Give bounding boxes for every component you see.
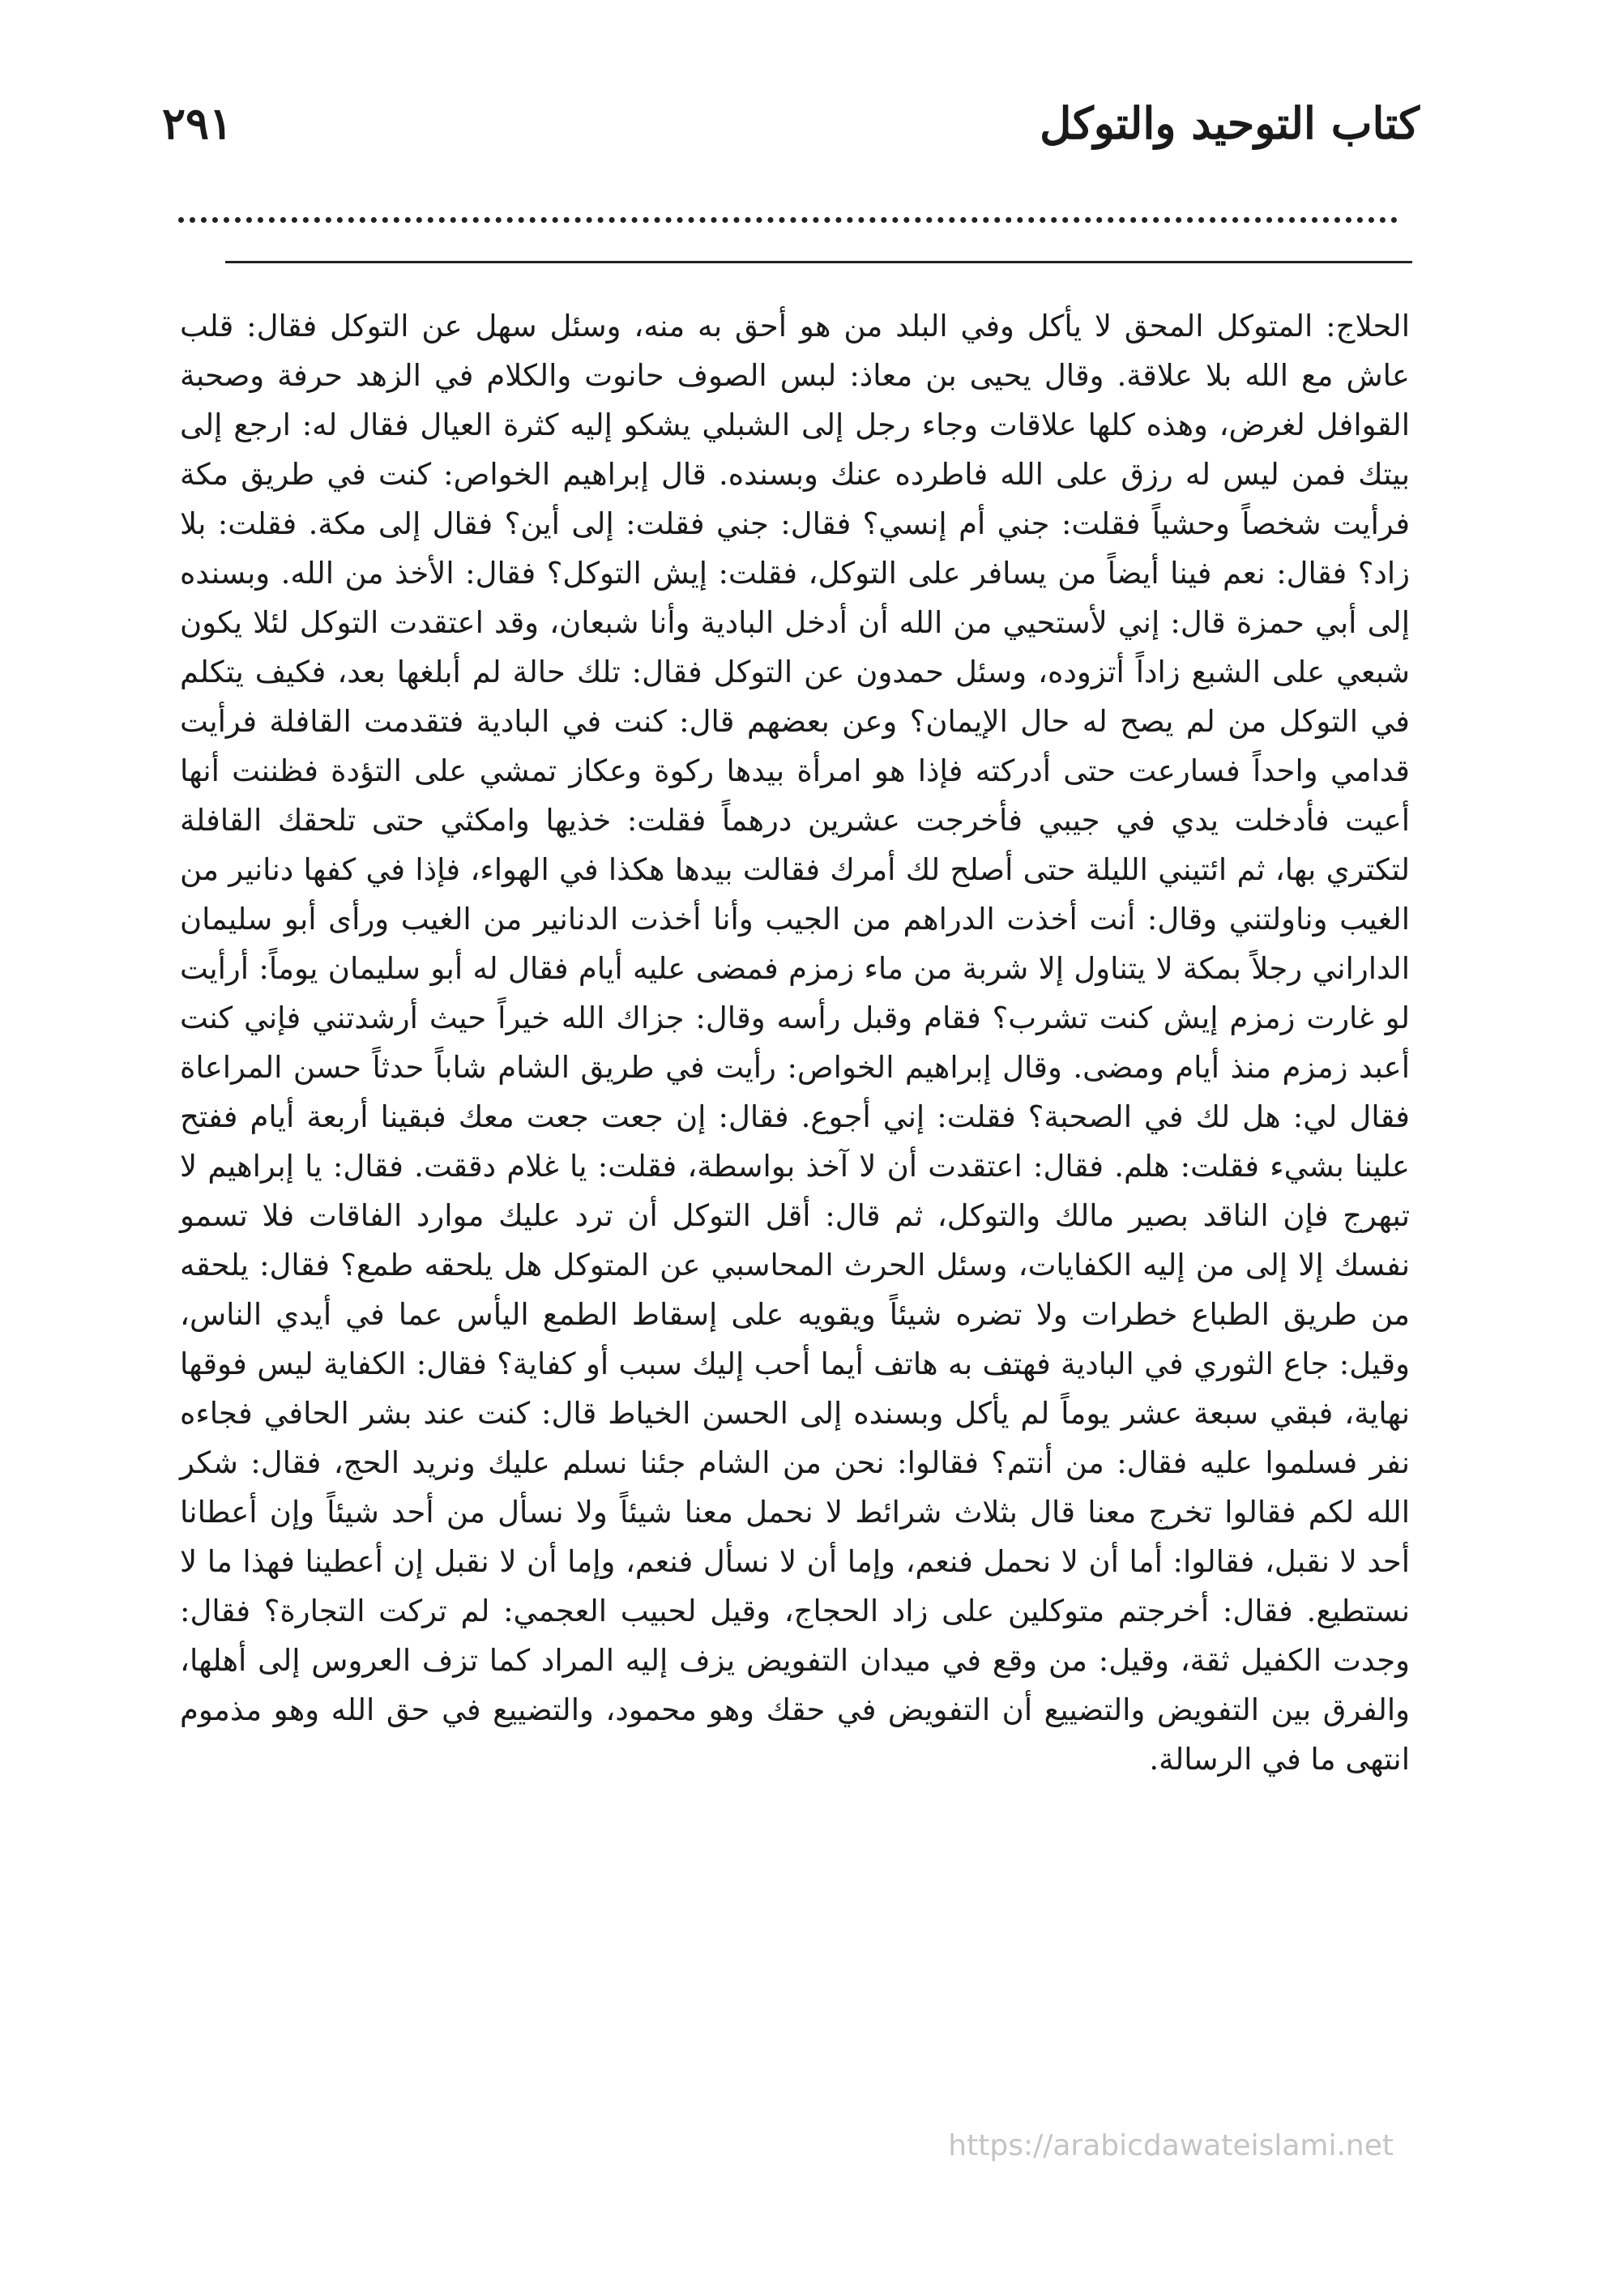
dotted-divider — [178, 217, 1398, 223]
body-paragraph: الحلاج: المتوكل المحق لا يأكل وفي البلد من هو أحق به منه، وسئل سهل عن التوكل فقال: قلب عاش مع الله بلا علاقة. وقال يحيى بن معاذ: لبس الصوف حانوت والكلام في الزهد حرفة وصحبة القوافل لغرض، وهذه كلها علاقات وجاء رجل إلى الشبلي يشكو إليه كثرة العيال فقال له: ارجع إلى بيتك فمن ليس له رزق على الله فاطرده عنك وبسنده. قال إبراهيم الخواص: كنت في طريق مكة فرأيت شخصاً وحشياً فقلت: جني أم إنسي؟ فقال: جني فقلت: إلى أين؟ فقال إلى مكة. فقلت: بلا زاد؟ فقال: نعم فينا أيضاً من يسافر على التوكل، فقلت: إيش التوكل؟ فقال: الأخذ من الله. وبسنده إلى أبي حمزة قال: إني لأستحيي من الله أن أدخل البادية وأنا شبعان، وقد اعتقدت التوكل لئلا يكون شبعي على الشبع زاداً أتزوده، وسئل حمدون عن التوكل فقال: تلك حالة لم أبلغها بعد، فكيف يتكلم في التوكل من لم يصح له حال الإيمان؟ وعن بعضهم قال: كنت في البادية فتقدمت القافلة فرأيت قدامي واحداً فسارعت حتى أدركته فإذا هو امرأة بيدها ركوة وعكاز تمشي على التؤدة فظننت أنها أعيت فأدخلت يدي في جيبي فأخرجت عشرين درهماً فقلت: خذيها وامكثي حتى تلحقك القافلة لتكتري بها، ثم ائتيني الليلة حتى أصلح لك أمرك فقالت بيدها هكذا في الهواء، فإذا في كفها دنانير من الغيب وناولتني وقال: أنت أخذت الدراهم من الجيب وأنا أخذت الدنانير من الغيب ورأى أبو سليمان الداراني رجلاً بمكة لا يتناول إلا شربة من ماء زمزم فمضى عليه أيام فقال له أبو سليمان يوماً: أرأيت لو غارت زمزم إيش كنت تشرب؟ فقام وقبل رأسه وقال: جزاك الله خيراً حيث أرشدتني فإني كنت أعبد زمزم منذ أيام ومضى. وقال إبراهيم الخواص: رأيت في طريق الشام شاباً حدثاً حسن المراعاة فقال لي: هل لك في الصحبة؟ فقلت: إني أجوع. فقال: إن جعت جعت معك فبقينا أربعة أيام ففتح علينا بشيء فقلت: هلم. فقال: اعتقدت أن لا آخذ بواسطة، فقلت: يا غلام دققت. فقال: يا إبراهيم لا تبهرج فإن الناقد بصير مالك والتوكل، ثم قال: أقل التوكل أن ترد عليك موارد الفاقات فلا تسمو نفسك إلا إلى من إليه الكفايات، وسئل الحرث المحاسبي عن المتوكل هل يلحقه طمع؟ فقال: يلحقه من طريق الطباع خطرات ولا تضره شيئاً ويقويه على إسقاط الطمع اليأس عما في أيدي الناس، وقيل: جاع الثوري في البادية فهتف به هاتف أيما أحب إليك سبب أو كفاية؟ فقال: الكفاية ليس فوقها نهاية، فبقي سبعة عشر يوماً لم يأكل وبسنده إلى الحسن الخياط قال: كنت عند بشر الحافي فجاءه نفر فسلموا عليه فقال: من أنتم؟ فقالوا: نحن من الشام جئنا نسلم عليك ونريد الحج، فقال: شكر الله لكم فقالوا تخرج معنا قال بثلاث شرائط لا نحمل معنا شيئاً ولا نسأل من أحد شيئاً وإن أعطانا أحد لا نقبل، فقالوا: أما أن لا نحمل فنعم، وإما أن لا نسأل فنعم، وإما أن لا نقبل إن أعطينا فهذا ما لا نستطيع. فقال: أخرجتم متوكلين على زاد الحجاج، وقيل لحبيب العجمي: لم تركت التجارة؟ فقال: وجدت الكفيل ثقة، وقيل: من وقع في ميدان التفويض يزف إليه المراد كما تزف العروس إلى أهلها، والفرق بين التفويض والتضييع أن التفويض في حقك وهو محمود، والتضييع في حق الله وهو مذموم انتهى ما في الرسالة. — [180, 309, 1411, 1777]
solid-divider — [225, 261, 1412, 263]
page-number: ٢٩١ — [162, 97, 233, 149]
watermark-url: https://arabicdawateislami.net — [948, 2129, 1394, 2162]
page-header — [162, 97, 1420, 170]
body-text — [180, 301, 1410, 1784]
running-title: كتاب التوحيد والتوكل — [1040, 97, 1420, 149]
